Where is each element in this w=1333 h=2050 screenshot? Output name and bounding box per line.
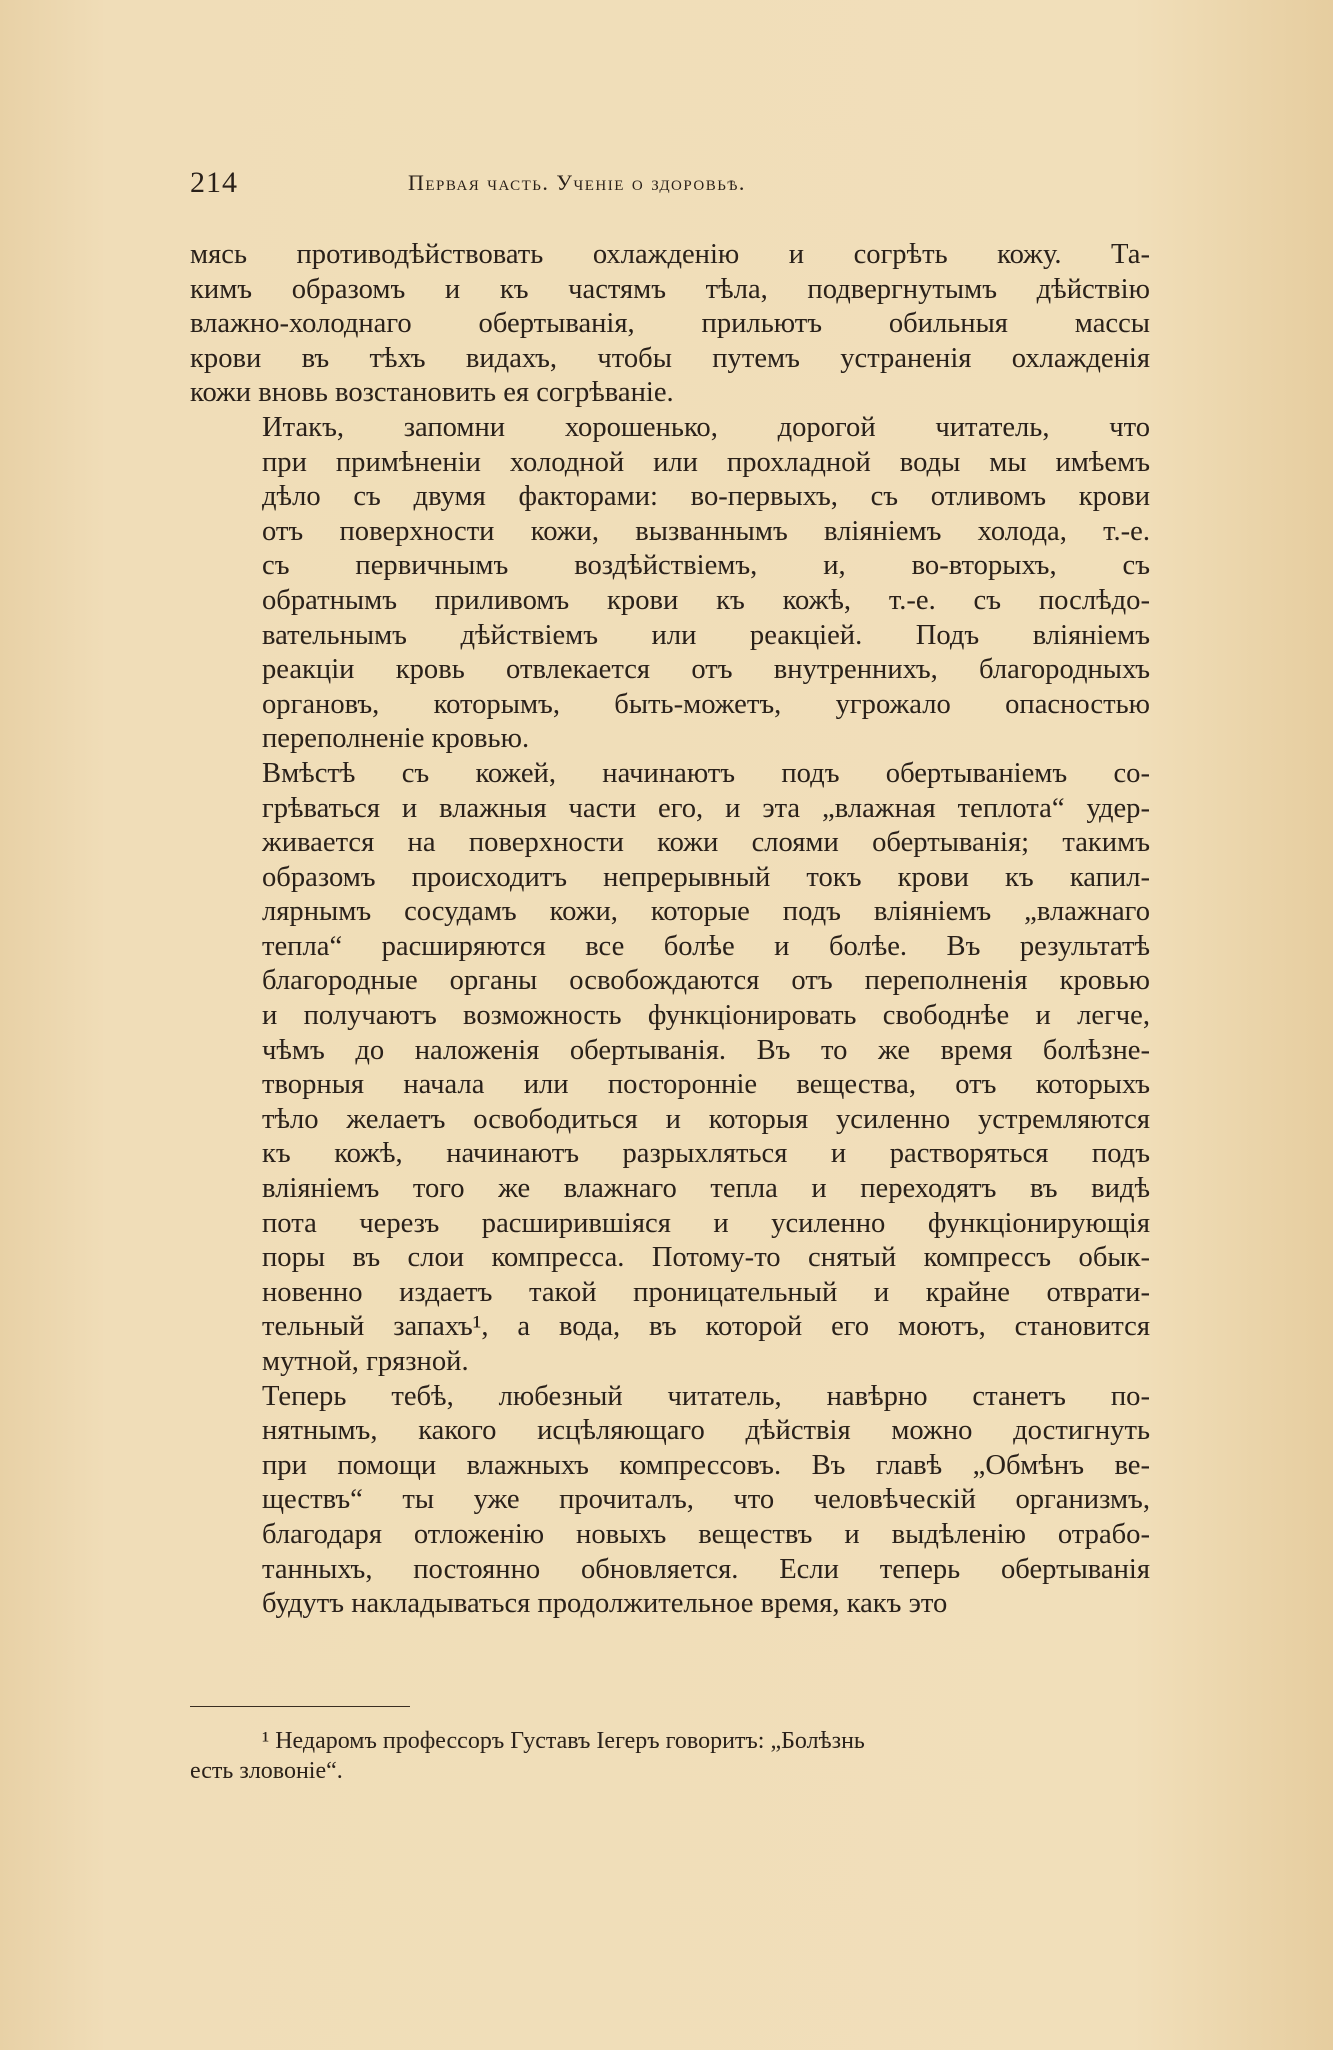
running-title: Первая часть. Ученіе о здоровьѣ. xyxy=(408,170,746,195)
footnote-line: есть зловоніе“. xyxy=(190,1758,343,1784)
text-line: вліяніемъ того же влажнаго тепла и переходятъ въ видѣ xyxy=(262,1173,1150,1205)
text-line: мутной, грязной. xyxy=(262,1346,469,1377)
text-line: мясь противодѣйствовать охлажденію и согрѣть кожу. Та- xyxy=(190,239,1150,270)
text-line: Вмѣстѣ съ кожей, начинаютъ подъ обертываніемъ со- xyxy=(262,757,1150,789)
text-line: отъ поверхности кожи, вызваннымъ вліяніемъ холода, т.-е. xyxy=(262,515,1150,547)
text-line: Теперь тебѣ, любезный читатель, навѣрно станетъ по- xyxy=(262,1380,1150,1412)
text-line: тѣло желаетъ освободиться и которыя усиленно устремляются xyxy=(262,1103,1150,1135)
footnote xyxy=(190,1726,1150,1786)
text-line: влажно-холоднаго обертыванія, прильютъ обильныя массы xyxy=(190,308,1150,340)
text-line: Итакъ, запомни хорошенько, дорогой читатель, что xyxy=(262,411,1150,443)
text-line: ществъ“ ты уже прочиталъ, что человѣческій организмъ, xyxy=(262,1484,1150,1516)
text-line: кожи вновь возстановить ея согрѣваніе. xyxy=(190,377,674,409)
text-line: нятнымъ, какого исцѣляющаго дѣйствія можно достигнуть xyxy=(262,1415,1150,1447)
text-line: при примѣненіи холодной или прохладной воды мы имѣемъ xyxy=(262,446,1150,478)
paragraph xyxy=(190,411,1150,757)
page-number: 214 xyxy=(190,166,238,199)
text-line: обратнымъ приливомъ крови къ кожѣ, т.-е. съ послѣдо- xyxy=(262,584,1150,616)
text-line: чѣмъ до наложенія обертыванія. Въ то же время болѣзне- xyxy=(262,1034,1150,1066)
text-line: крови въ тѣхъ видахъ, чтобы путемъ устраненія охлажденія xyxy=(190,342,1150,374)
text-line: поры въ слои компресса. Потому-то снятый компрессъ обык- xyxy=(262,1242,1150,1274)
text-line: будутъ накладываться продолжительное время, какъ это xyxy=(262,1588,948,1620)
text-line: дѣло съ двумя факторами: во-первыхъ, съ отливомъ крови xyxy=(262,481,1150,513)
paragraph xyxy=(190,238,1150,411)
text-line: творныя начала или посторонніе вещества, отъ которыхъ xyxy=(262,1069,1150,1101)
text-line: лярнымъ сосудамъ кожи, которые подъ вліяніемъ „влажнаго xyxy=(262,896,1150,928)
text-line: благодаря отложенію новыхъ веществъ и выдѣленію отрабо- xyxy=(262,1518,1150,1550)
text-line: новенно издаетъ такой проницательный и крайне отврати- xyxy=(262,1276,1150,1308)
text-line: съ первичнымъ воздѣйствіемъ, и, во-вторыхъ, съ xyxy=(262,550,1150,582)
text-line: грѣваться и влажныя части его, и эта „влажная теплота“ удер- xyxy=(262,792,1150,824)
paragraph xyxy=(190,757,1150,1380)
footnote-line: ¹ Недаромъ профессоръ Густавъ Іегеръ говоритъ: „Болѣзнь xyxy=(262,1728,865,1754)
text-line: вательнымъ дѣйствіемъ или реакціей. Подъ вліяніемъ xyxy=(262,619,1150,651)
text-line: переполненіе кровью. xyxy=(262,723,530,755)
main-text xyxy=(190,238,1150,1622)
text-line: органовъ, которымъ, быть-можетъ, угрожало опасностью xyxy=(262,688,1150,720)
text-line: къ кожѣ, начинаютъ разрыхляться и растворяться подъ xyxy=(262,1138,1150,1170)
text-line: тельный запахъ¹, а вода, въ которой его моютъ, становится xyxy=(262,1311,1150,1343)
text-line: танныхъ, постоянно обновляется. Если теперь обертыванія xyxy=(262,1553,1150,1585)
text-line: тепла“ расширяются все болѣе и болѣе. Въ результатѣ xyxy=(262,930,1150,962)
paragraph xyxy=(190,1380,1150,1622)
text-line: образомъ происходитъ непрерывный токъ крови къ капил- xyxy=(262,861,1150,893)
text-line: благородные органы освобождаются отъ переполненія кровью xyxy=(262,965,1150,997)
text-line: живается на поверхности кожи слоями обертыванія; такимъ xyxy=(262,827,1150,859)
text-line: реакціи кровь отвлекается отъ внутреннихъ, благородныхъ xyxy=(262,654,1150,686)
text-line: кимъ образомъ и къ частямъ тѣла, подвергнутымъ дѣйствію xyxy=(190,273,1150,305)
text-line: при помощи влажныхъ компрессовъ. Въ главѣ „Обмѣнъ ве- xyxy=(262,1449,1150,1481)
text-line: пота черезъ расширившіяся и усиленно функціонирующія xyxy=(262,1207,1150,1239)
text-line: и получаютъ возможность функціонировать свободнѣе и легче, xyxy=(262,1000,1150,1032)
footnote-divider xyxy=(190,1706,410,1707)
page-header xyxy=(190,166,1150,206)
